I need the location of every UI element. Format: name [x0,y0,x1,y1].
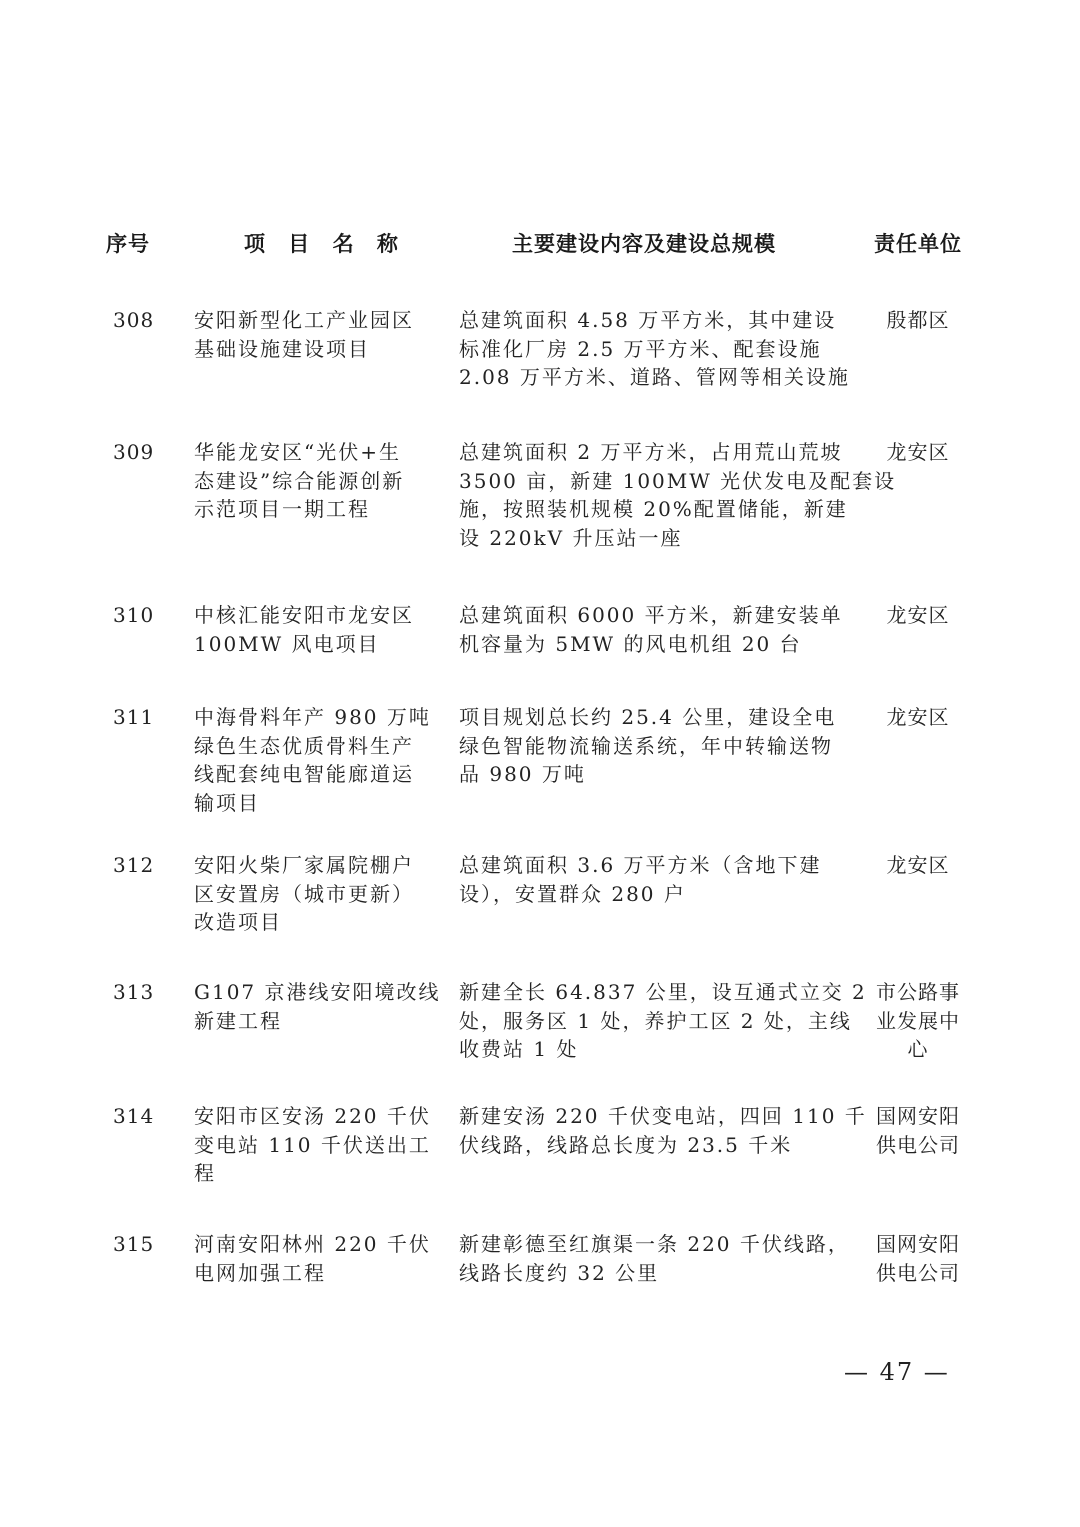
row-responsible-unit [870,978,966,1064]
row-project-name-line: 基础设施建设项目 [194,336,370,361]
row-project-name-line: 程 [194,1161,216,1185]
row-responsible-unit-line: 供电公司 [876,1260,960,1285]
row-construction-content-line: 机容量为 5MW 的风电机组 20 台 [459,631,802,656]
row-project-name-line: 新建工程 [194,1008,282,1033]
row-project-name-line: 100MW 风电项目 [194,631,380,656]
row-seq: 311 [113,705,155,729]
row-construction-content [459,306,850,392]
row-responsible-unit-line: 业发展中 [876,1008,960,1033]
row-seq: 314 [113,1104,155,1128]
row-responsible-unit-line: 国网安阳 [876,1104,960,1128]
row-seq: 310 [113,603,155,627]
row-project-name [194,851,414,937]
row-construction-content-line: 新建彰德至红旗渠一条 220 千伏线路， [459,1232,850,1256]
row-responsible-unit-line: 供电公司 [876,1132,960,1157]
header-project-name: 项 目 名 称 [244,232,406,256]
row-project-name-line: 安阳火柴厂家属院棚户 [194,853,414,877]
row-project-name-line: 安阳新型化工产业园区 [194,308,414,332]
row-project-name-line: 华能龙安区“光伏+生 [194,440,401,464]
row-construction-content-line: 处，服务区 1 处，养护工区 2 处，主线 [459,1008,852,1033]
row-construction-content-line: 3500 亩，新建 100MW 光伏发电及配套设 [459,468,897,493]
row-construction-content-line: 新建安汤 220 千伏变电站，四回 110 千 [459,1104,867,1128]
row-construction-content-line: 绿色智能物流输送系统，年中转输送物 [459,733,833,758]
row-responsible-unit [870,306,966,335]
row-project-name-line: 绿色生态优质骨料生产 [194,733,414,758]
row-construction-content [459,601,843,658]
row-construction-content-line: 线路长度约 32 公里 [459,1260,660,1285]
row-construction-content-line: 总建筑面积 3.6 万平方米（含地下建 [459,853,822,877]
row-seq: 315 [113,1232,155,1256]
row-project-name-line: 输项目 [194,790,260,815]
row-responsible-unit-line: 殷都区 [886,308,950,332]
row-construction-content-line: 总建筑面积 2 万平方米，占用荒山荒坡 [459,440,843,464]
row-project-name-line: 电网加强工程 [194,1260,326,1285]
row-construction-content-line: 伏线路，线路总长度为 23.5 千米 [459,1132,793,1157]
row-responsible-unit [870,851,966,880]
row-seq: 309 [113,440,155,464]
row-project-name [194,703,431,817]
row-project-name [194,306,414,363]
header-responsible-unit: 责任单位 [874,232,962,256]
row-construction-content-line: 设），安置群众 280 户 [459,881,686,906]
row-construction-content [459,851,822,908]
row-construction-content-line: 总建筑面积 6000 平方米，新建安装单 [459,603,843,627]
row-responsible-unit [870,438,966,467]
row-construction-content-line: 新建全长 64.837 公里，设互通式立交 2 [459,980,867,1004]
row-responsible-unit-line: 龙安区 [886,440,950,464]
row-project-name-line: 变电站 110 千伏送出工 [194,1132,431,1157]
row-construction-content [459,1102,867,1159]
row-project-name-line: G107 京港线安阳境改线 [194,980,441,1004]
row-project-name-line: 改造项目 [194,910,282,934]
page-number: — 47 — [844,1358,950,1386]
row-responsible-unit-line: 心 [907,1037,929,1061]
row-responsible-unit [870,1230,966,1287]
row-project-name-line: 区安置房（城市更新） [194,881,414,906]
row-responsible-unit-line: 龙安区 [886,603,950,627]
row-construction-content-line: 施，按照装机规模 20%配置储能，新建 [459,497,848,521]
row-project-name-line: 示范项目一期工程 [194,497,370,521]
row-responsible-unit-line: 龙安区 [886,705,950,729]
row-project-name [194,601,414,658]
table-header [0,228,1080,260]
header-construction-content: 主要建设内容及建设总规模 [512,232,776,256]
row-responsible-unit-line: 国网安阳 [876,1232,960,1256]
row-responsible-unit-line: 龙安区 [886,853,950,877]
row-construction-content-line: 设 220kV 升压站一座 [459,525,683,550]
row-project-name-line: 河南安阳林州 220 千伏 [194,1232,431,1256]
header-seq: 序号 [106,232,150,256]
row-seq: 312 [113,853,155,877]
row-construction-content [459,703,836,789]
row-seq: 308 [113,308,155,332]
row-construction-content [459,438,896,552]
row-construction-content-line: 标准化厂房 2.5 万平方米、配套设施 [459,336,822,361]
row-project-name-line: 安阳市区安汤 220 千伏 [194,1104,431,1128]
row-project-name-line: 线配套纯电智能廊道运 [194,762,414,786]
row-responsible-unit-line: 市公路事 [876,980,960,1004]
row-construction-content [459,978,867,1064]
row-project-name [194,1102,431,1188]
row-responsible-unit [870,703,966,732]
row-project-name-line: 中海骨料年产 980 万吨 [194,705,431,729]
row-construction-content [459,1230,850,1287]
row-responsible-unit [870,601,966,630]
row-project-name [194,438,404,524]
row-project-name [194,1230,431,1287]
row-project-name [194,978,441,1035]
row-construction-content-line: 项目规划总长约 25.4 公里，建设全电 [459,705,837,729]
row-project-name-line: 态建设”综合能源创新 [194,468,405,493]
row-project-name-line: 中核汇能安阳市龙安区 [194,603,414,627]
row-seq: 313 [113,980,155,1004]
row-construction-content-line: 品 980 万吨 [459,762,586,786]
row-construction-content-line: 总建筑面积 4.58 万平方米，其中建设 [459,308,837,332]
row-construction-content-line: 收费站 1 处 [459,1037,579,1061]
row-responsible-unit [870,1102,966,1159]
row-construction-content-line: 2.08 万平方米、道路、管网等相关设施 [459,365,850,389]
